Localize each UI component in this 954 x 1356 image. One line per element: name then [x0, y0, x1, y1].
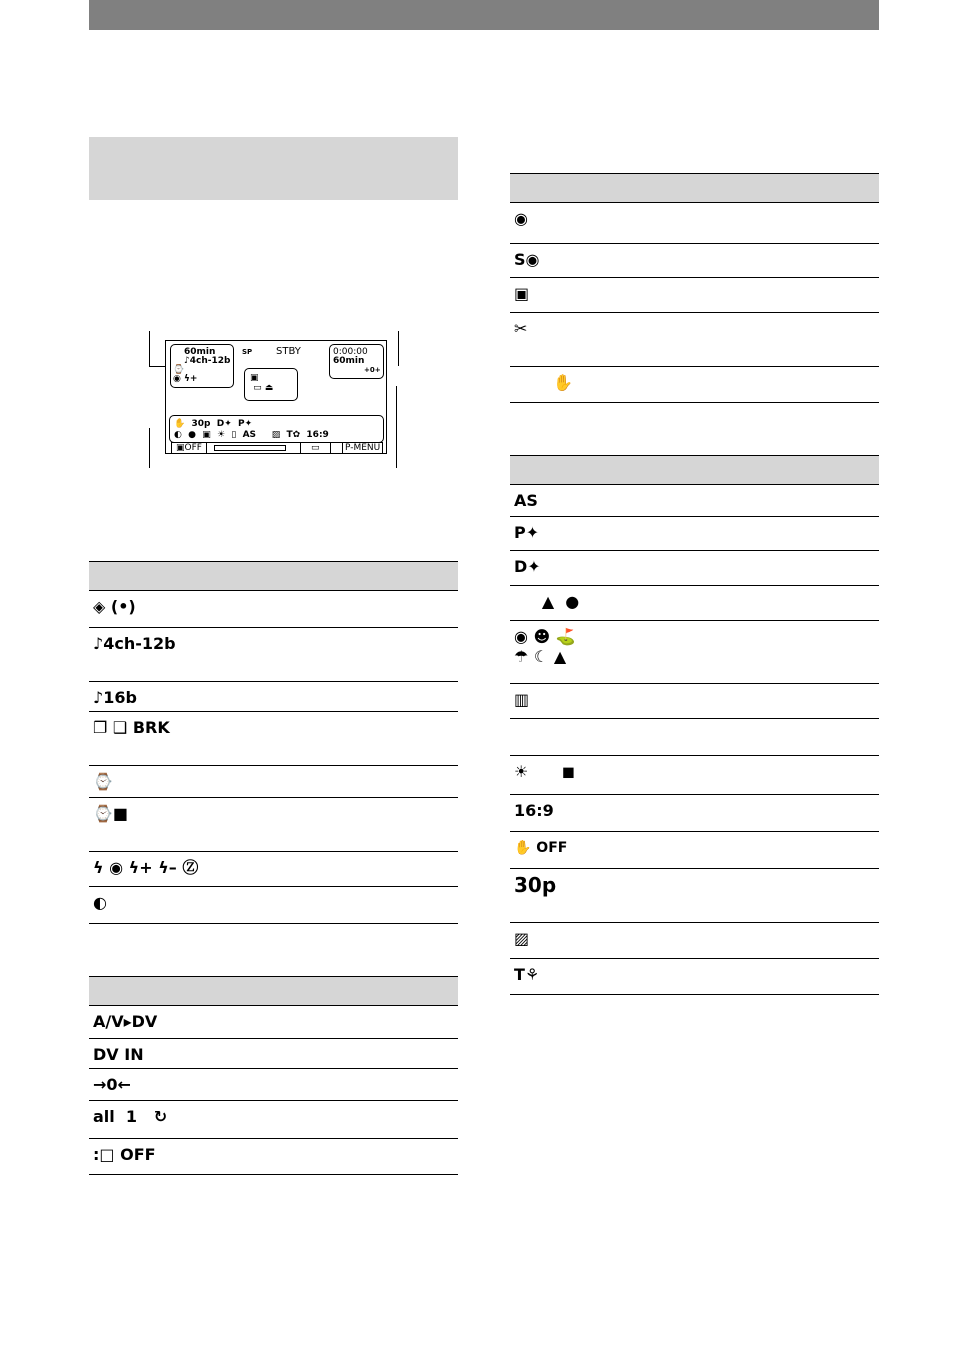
table-row — [89, 798, 458, 852]
indicator-icons: ⌚ — [93, 772, 113, 791]
indicator-icons: ❐ ❑ BRK — [93, 718, 170, 737]
table-row — [89, 591, 458, 628]
indicator-icons: all 1 ↻ — [93, 1107, 168, 1126]
table-row — [510, 621, 879, 684]
bottom-row2-icons: ◐ ● ▣ ☀ ▯ AS ▨ T✿ 16:9 — [174, 430, 329, 440]
tape-remaining: 60min — [333, 356, 365, 366]
indicator-icons: ♪16b — [93, 688, 137, 707]
battery-remaining: 60min — [184, 347, 216, 357]
table-row — [510, 203, 879, 244]
table-row — [89, 887, 458, 924]
indicator-icons: ◉ — [514, 209, 528, 228]
table-row — [510, 278, 879, 313]
table-row — [510, 756, 879, 795]
audio-mode: ♪4ch-12b — [184, 356, 231, 366]
time-counter: 0:00:00 — [333, 347, 368, 357]
table-row — [510, 719, 879, 756]
indicator-icons: ✋ OFF — [514, 840, 568, 856]
recording-status: STBY — [276, 346, 301, 357]
table-row — [89, 852, 458, 887]
table-row — [510, 586, 879, 621]
leader-line-top-left-h — [149, 366, 165, 367]
table-row — [89, 1039, 458, 1069]
leader-line-top-left — [149, 331, 150, 366]
indicator-icons: DV IN — [93, 1045, 144, 1064]
bottom-row1-icons: ✋ 30p D✦ P✦ — [174, 419, 253, 429]
lcd-screen-diagram — [165, 340, 387, 454]
indicator-icons: T⚘ — [514, 965, 540, 984]
frame-rate: 30p — [191, 419, 211, 429]
tape-mode: SP — [242, 348, 253, 356]
indicator-icons: ◉ ☻ ⛳ ☂ ☾ ▲ — [514, 627, 576, 666]
table-row — [89, 1006, 458, 1039]
table-row — [510, 684, 879, 719]
table-left-1 — [89, 561, 458, 924]
header-bar — [89, 0, 879, 30]
table-row — [89, 712, 458, 766]
table-row — [510, 869, 879, 923]
table-row — [510, 485, 879, 517]
table-row — [89, 766, 458, 798]
indicator-icons: ϟ ◉ ϟ+ ϟ– Ⓩ — [93, 858, 199, 877]
table-header — [89, 561, 458, 591]
table-row — [89, 1069, 458, 1101]
table-row — [89, 682, 458, 712]
center-warning-icons: ▣ ▭ ⏏ — [250, 373, 274, 393]
table-row — [510, 367, 879, 403]
indicator-icons: P✦ — [514, 523, 540, 542]
table-right-2 — [510, 455, 879, 995]
table-header — [510, 455, 879, 485]
table-row — [510, 551, 879, 586]
indicator-icons: :□ OFF — [93, 1145, 156, 1164]
indicator-icons: ▣ — [514, 284, 530, 303]
indicator-icons: ▨ — [514, 929, 530, 948]
indicator-icons: A/V▸DV — [93, 1012, 158, 1031]
indicator-icons: 30p — [514, 873, 557, 897]
table-row — [89, 1101, 458, 1139]
lcd-pmenu-button[interactable]: P-MENU — [342, 442, 383, 454]
table-row — [89, 1139, 458, 1175]
indicator-icons: ✂ — [514, 319, 528, 338]
indicator-icons: D✦ — [514, 557, 541, 576]
table-left-2 — [89, 976, 458, 1175]
leader-line-bottom-right — [396, 386, 397, 468]
table-row — [89, 628, 458, 682]
indicator-icons: ✋ — [514, 373, 573, 392]
indicator-icons: ⌚■ — [93, 804, 129, 823]
indicator-icons: ◈ (•) — [93, 597, 136, 616]
flash-icons: ◉ ϟ+ — [173, 374, 198, 384]
indicator-icons: 16:9 — [514, 801, 554, 820]
auto-scene: AS — [242, 430, 257, 440]
table-row — [510, 795, 879, 832]
timer-icon: ⌚ — [173, 365, 185, 375]
table-row — [510, 313, 879, 367]
zero-set-memory: +0+ — [364, 366, 381, 374]
indicator-icons: S◉ — [514, 250, 540, 269]
indicator-icons: ▲ ● — [514, 592, 580, 611]
table-row — [510, 517, 879, 551]
table-row — [510, 244, 879, 278]
table-right-1 — [510, 173, 879, 403]
leader-line-bottom-left — [149, 428, 150, 468]
indicator-icons: ▥ — [514, 690, 530, 709]
table-row — [510, 832, 879, 869]
indicator-icons: ◐ — [93, 893, 107, 912]
indicator-icons: AS — [514, 491, 538, 510]
indicator-icons: ☀ ◼ — [514, 762, 576, 781]
lcd-tape-button[interactable]: ▭ — [300, 442, 331, 454]
volume-bar[interactable] — [214, 445, 286, 451]
table-header — [89, 976, 458, 1006]
lcd-off-button[interactable]: ▣OFF — [171, 442, 207, 454]
table-row — [510, 959, 879, 995]
table-row — [510, 923, 879, 959]
indicator-icons: →0← — [93, 1075, 131, 1094]
indicator-icons: ♪4ch-12b — [93, 634, 176, 653]
table-header — [510, 173, 879, 203]
section-title-box — [89, 137, 458, 200]
leader-line-top-right — [398, 331, 399, 366]
